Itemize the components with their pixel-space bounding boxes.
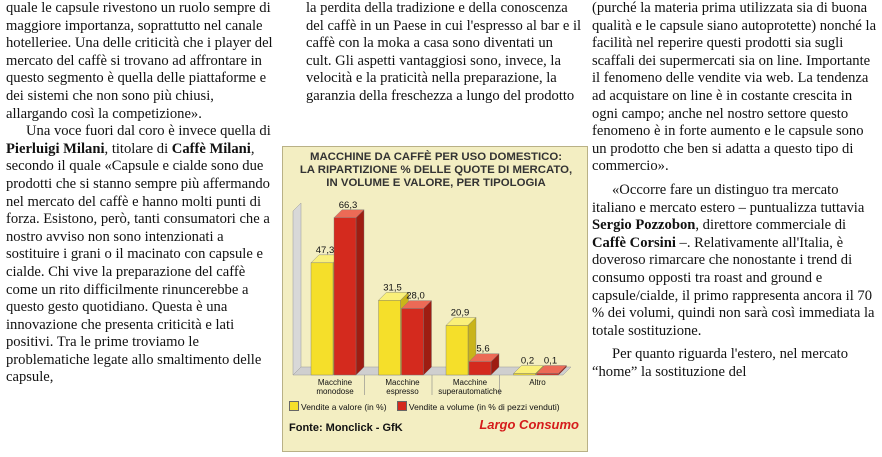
paragraph-3: (purché la materia prima utilizzata sia di buona qualità e le capsule siano autoprotette) nonché la facilità nel reperire questi prodotti sia sugli scaffali dei supermercati sia on line. Importante il fenomeno delle vendite via web. La tendenza ad acquistare on line è in costante crescita in ogni campo; anche nel nostro settore questo fenomeno è in forte aumento e le capsule sono un prodotto che ben si adatta a questo tipo di commercio». [592, 0, 877, 175]
paragraph-2: la perdita della tradizione e della conoscenza del caffè in un Paese in cui l'espresso al bar e il caffè con la moka a casa sono diventati un cult. Gli aspetti vantaggiosi sono, invece, la velocità e la praticità nella preparazione, la garanzia della freschezza a lungo del prodotto [306, 0, 582, 104]
text: Una voce fuori dal coro è invece quella di [26, 123, 271, 140]
data-label: 28,0 [406, 290, 425, 302]
paragraph-pozzobon [592, 182, 878, 340]
bar-volume [537, 374, 559, 376]
company-name: Caffè Corsini [592, 234, 676, 251]
text: , secondo il quale «Capsule e cialde sono due prodotti che si stanno sempre più affermando nel mercato del caffè e hanno molti punti di forza. Esistono, però, tanti consumatori che a nostro avviso non sono intenzionati a sostituire i grani o il macinato con capsule e cialde. Chi vive la preparazione del caffè come un rito difficilmente rinuncerebbe a questo gesto quotidiano. Questa è una innovazione che presenta criticità e lati positivi. Tra le prime troviamo le problematiche legate allo smaltimento delle capsule, [6, 140, 270, 386]
chart-box [282, 146, 588, 452]
data-label: 66,3 [338, 199, 358, 211]
text: –. Relativamente all'Italia, è doveroso rimarcare che nonostante i trend di consumo opposti tra roast and ground e capsule/cialde, il primo rappresenta ancora il 70 % dei volumi, quindi non sarà così immediata la totale sostituzione. [592, 234, 875, 339]
category-label: Macchine [452, 378, 488, 387]
article-column-2 [306, 0, 582, 106]
bar-volume [402, 309, 424, 375]
legend-swatch-volume [397, 401, 407, 411]
category-label: Macchine [385, 378, 420, 387]
paragraph-milani [6, 123, 274, 387]
bar-value [311, 263, 333, 375]
chart-side-wall [293, 203, 301, 375]
bar-side [424, 301, 432, 375]
company-name: Caffè Milani [171, 140, 251, 157]
bar-value [379, 300, 401, 375]
bar-value [446, 325, 468, 375]
category-label: superautomatiche [438, 387, 502, 396]
bar-volume [334, 218, 356, 375]
chart-legend [289, 401, 560, 412]
bar-value [514, 374, 536, 376]
category-label: Macchine [317, 378, 353, 387]
article-column-3 [592, 0, 878, 381]
text: , titolare di [104, 140, 172, 157]
chart-title-line: MACCHINE DA CAFFÈ PER USO DOMESTICO: [309, 151, 563, 163]
paragraph-estero: Per quanto riguarda l'estero, nel mercato “home” la sostituzione del [592, 346, 849, 380]
text: , direttore commerciale di [695, 217, 847, 234]
person-name: Pierluigi Milani [6, 140, 105, 157]
bar-volume [469, 362, 491, 375]
article-column-1 [6, 0, 274, 387]
person-name: Sergio Pozzobon [592, 217, 696, 234]
brand-logo: Largo Consumo [479, 417, 579, 432]
chart-source: Fonte: Monclick - GfK [289, 422, 403, 434]
paragraph-1: quale le capsule rivestono un ruolo sempre di maggiore importanza, soprattutto nel canale hotelleriee. Una delle criticità che i player del mercato del caffè si trovano ad affrontare in questo segmento è quella delle piattaforme e dei sistemi che non sono più chiusi, allargando così la competizione». [6, 0, 273, 122]
chart-title-line: IN VOLUME E VALORE, PER TIPOLOGIA [326, 177, 546, 189]
chart-title-line: LA RIPARTIZIONE % DELLE QUOTE DI MERCATO, [299, 164, 573, 176]
data-label: 5,6 [476, 343, 490, 355]
data-label: 31,5 [383, 282, 402, 294]
legend-label-volume: Vendite a volume (in % di pezzi venduti) [408, 402, 560, 412]
data-label: 20,9 [450, 307, 470, 319]
legend-swatch-value [289, 401, 299, 411]
data-label: 47,3 [315, 244, 335, 256]
data-label: 0,1 [543, 355, 558, 367]
data-label: 0,2 [520, 355, 535, 367]
text: «Occorre fare un distinguo tra mercato italiano e mercato estero – puntualizza tuttavia [592, 181, 865, 216]
category-label: Altro [529, 378, 546, 387]
bar-side [356, 210, 364, 375]
category-label: espresso [386, 387, 419, 396]
category-label: monodose [316, 387, 354, 396]
legend-label-value: Vendite a valore (in %) [301, 402, 387, 412]
